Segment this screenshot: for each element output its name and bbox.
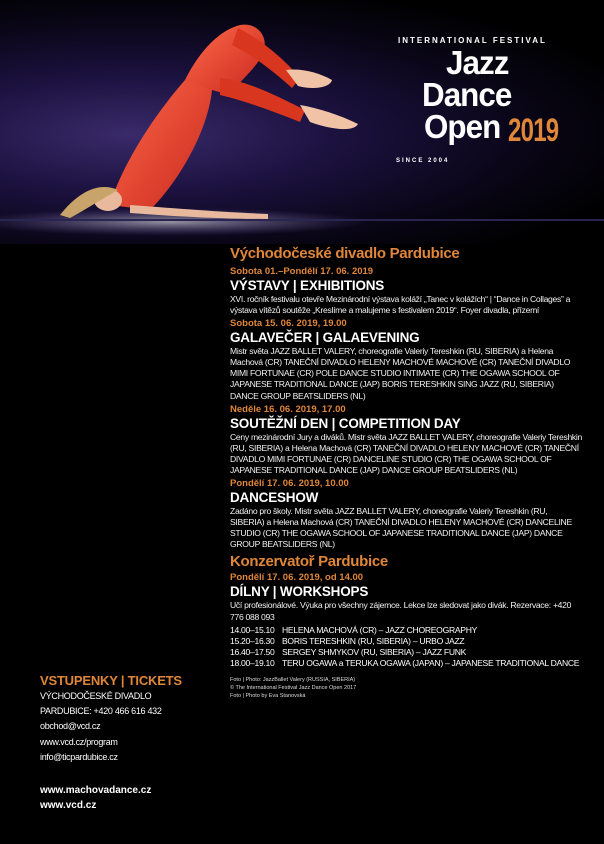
- logo-word-dance: Dance: [422, 76, 512, 113]
- section-title: GALAVEČER | GALAEVENING: [230, 330, 420, 346]
- section-body: Zadáno pro školy. Mistr světa JAZZ BALLET VALERY, choreografie Valeriy Tereshkin (RU, SIBERIA) a Helena Machová (CR) TANEČNÍ DIVADLO HELENY MACHOVÉ (CR) DANCELINE STUDIO (CR) THE OGAWA SCHOOL OF JAPANESE TRADITIONAL DANCE (JAP) DANCE GROUP BEATSLIDERS (NL): [230, 506, 572, 550]
- program: [230, 244, 582, 700]
- section-body: XVI. ročník festivalu otevře Mezinárodní výstava koláží „Tanec v kolážích“ | “Dance in Collages” a výstava vítězů soutěže „Kreslíme a malujeme s festivalem 2019“. Foyer divadla, přízemí: [230, 294, 571, 316]
- section-body: Učí profesionálové. Výuka pro všechny zájemce. Lekce lze sledovat jako divák. Rezervace: +420 776 088 093: [230, 600, 572, 622]
- section-date: Sobota 01.–Pondělí 17. 06. 2019: [230, 266, 374, 277]
- schedule-time: 16.40–17.50: [230, 647, 275, 658]
- section-date: Sobota 15. 06. 2019, 19.00: [230, 318, 347, 330]
- schedule-desc: SERGEY SHMYKOV (RU, SIBERIA) – JAZZ FUNK: [282, 647, 467, 658]
- websites: [40, 783, 151, 813]
- program-section: [230, 404, 582, 476]
- venue-heading: Konzervatoř Pardubice: [230, 553, 388, 571]
- program-section: [230, 318, 582, 401]
- website-link[interactable]: www.machovadance.cz: [40, 785, 152, 796]
- credit-line: Foto | Photo by Eva Stanovská: [230, 692, 306, 699]
- schedule-time: 14.00–15.10: [230, 624, 275, 635]
- schedule-desc: BORIS TERESHKIN (RU, SIBERIA) – URBO JAZZ: [282, 635, 465, 646]
- ticket-program-link[interactable]: www.vcd.cz/program: [40, 736, 118, 747]
- section-title: SOUTĚŽNÍ DEN | COMPETITION DAY: [230, 415, 461, 431]
- ticket-email[interactable]: obchod@vcd.cz: [40, 721, 101, 732]
- website-link[interactable]: www.vcd.cz: [40, 800, 97, 811]
- section-body: Ceny mezinárodní Jury a diváků. Mistr světa JAZZ BALLET VALERY, choreografie Valeriy Tereshkin (RU, SIBERIA) a Helena Machová (CR) TANEČNÍ DIVADLO HELENY MACHOVÉ (CR) TANEČNÍ DIVADLO MIMI FORTUNAE (CR) DANCELINE STUDIO (CR) THE OGAWA SCHOOL OF JAPANESE TRADITIONAL DANCE (JAP) DANCE GROUP BEATSLIDERS (NL): [230, 431, 583, 475]
- logo-top-line: INTERNATIONAL FESTIVAL: [398, 36, 547, 45]
- schedule-time: 18.00–19.10: [230, 658, 275, 669]
- program-section: [230, 266, 582, 316]
- schedule-row: [230, 625, 582, 636]
- credit-line: Foto | Photo: JazzBallet Valery (RUSSIA, SIBERIA): [230, 676, 356, 683]
- schedule-desc: TERU OGAWA a TERUKA OGAWA (JAPAN) – JAPANESE TRADITIONAL DANCE: [282, 658, 580, 669]
- schedule-row: [230, 647, 582, 658]
- venue-heading: Východočeské divadlo Pardubice: [230, 245, 460, 262]
- workshop-schedule: [230, 625, 582, 670]
- section-date: Neděle 16. 06. 2019, 17.00: [230, 403, 346, 415]
- workshops-section: [230, 572, 582, 669]
- section-title: DANCESHOW: [230, 490, 319, 506]
- section-date: Pondělí 17. 06. 2019, od 14.00: [230, 572, 364, 584]
- tickets-heading: VSTUPENKY | TICKETS: [40, 673, 182, 688]
- logo-year: 2019: [508, 112, 559, 148]
- ticket-phone[interactable]: PARDUBICE: +420 466 616 432: [40, 706, 162, 717]
- photo-credits: [230, 676, 582, 700]
- section-body: Mistr světa JAZZ BALLET VALERY, choreografie Valeriy Tereshkin (RU, SIBERIA) a Helena Machová (CR) TANEČNÍ DIVADLO HELENY MACHOVÉ MACHOVÉ (CR) TANEČNÍ DIVADLO MIMI FORTUNAE (CR) POLE DANCE STUDIO INTIMATE (CR) THE OGAWA SCHOOL OF JAPANESE TRADITIONAL DANCE (JAP) BORIS TERESHKIN SING JAZZ (RU, SIBERIA) DANCE GROUP BEATSLIDERS (NL): [230, 346, 571, 401]
- logo-word-jazz: Jazz: [446, 44, 509, 81]
- ticket-info-email[interactable]: info@ticpardubice.cz: [40, 751, 118, 762]
- program-section: [230, 478, 582, 550]
- logo-since: SINCE 2004: [396, 158, 450, 164]
- schedule-time: 15.20–16.30: [230, 635, 275, 646]
- schedule-row: [230, 636, 582, 647]
- section-title: DÍLNY | WORKSHOPS: [230, 584, 369, 600]
- festival-logo: [384, 34, 559, 170]
- credit-line: © The International Festival Jazz Dance Open 2017: [230, 684, 357, 691]
- ticket-venue: VÝCHODOČESKÉ DIVADLO: [40, 691, 152, 701]
- section-date: Pondělí 17. 06. 2019, 10.00: [230, 478, 349, 490]
- section-title: VÝSTAVY | EXHIBITIONS: [230, 278, 385, 293]
- schedule-desc: HELENA MACHOVÁ (CR) – JAZZ CHOREOGRAPHY: [282, 624, 478, 635]
- logo-word-open: Open: [424, 108, 501, 145]
- schedule-row: [230, 658, 582, 669]
- tickets-block: [40, 673, 230, 765]
